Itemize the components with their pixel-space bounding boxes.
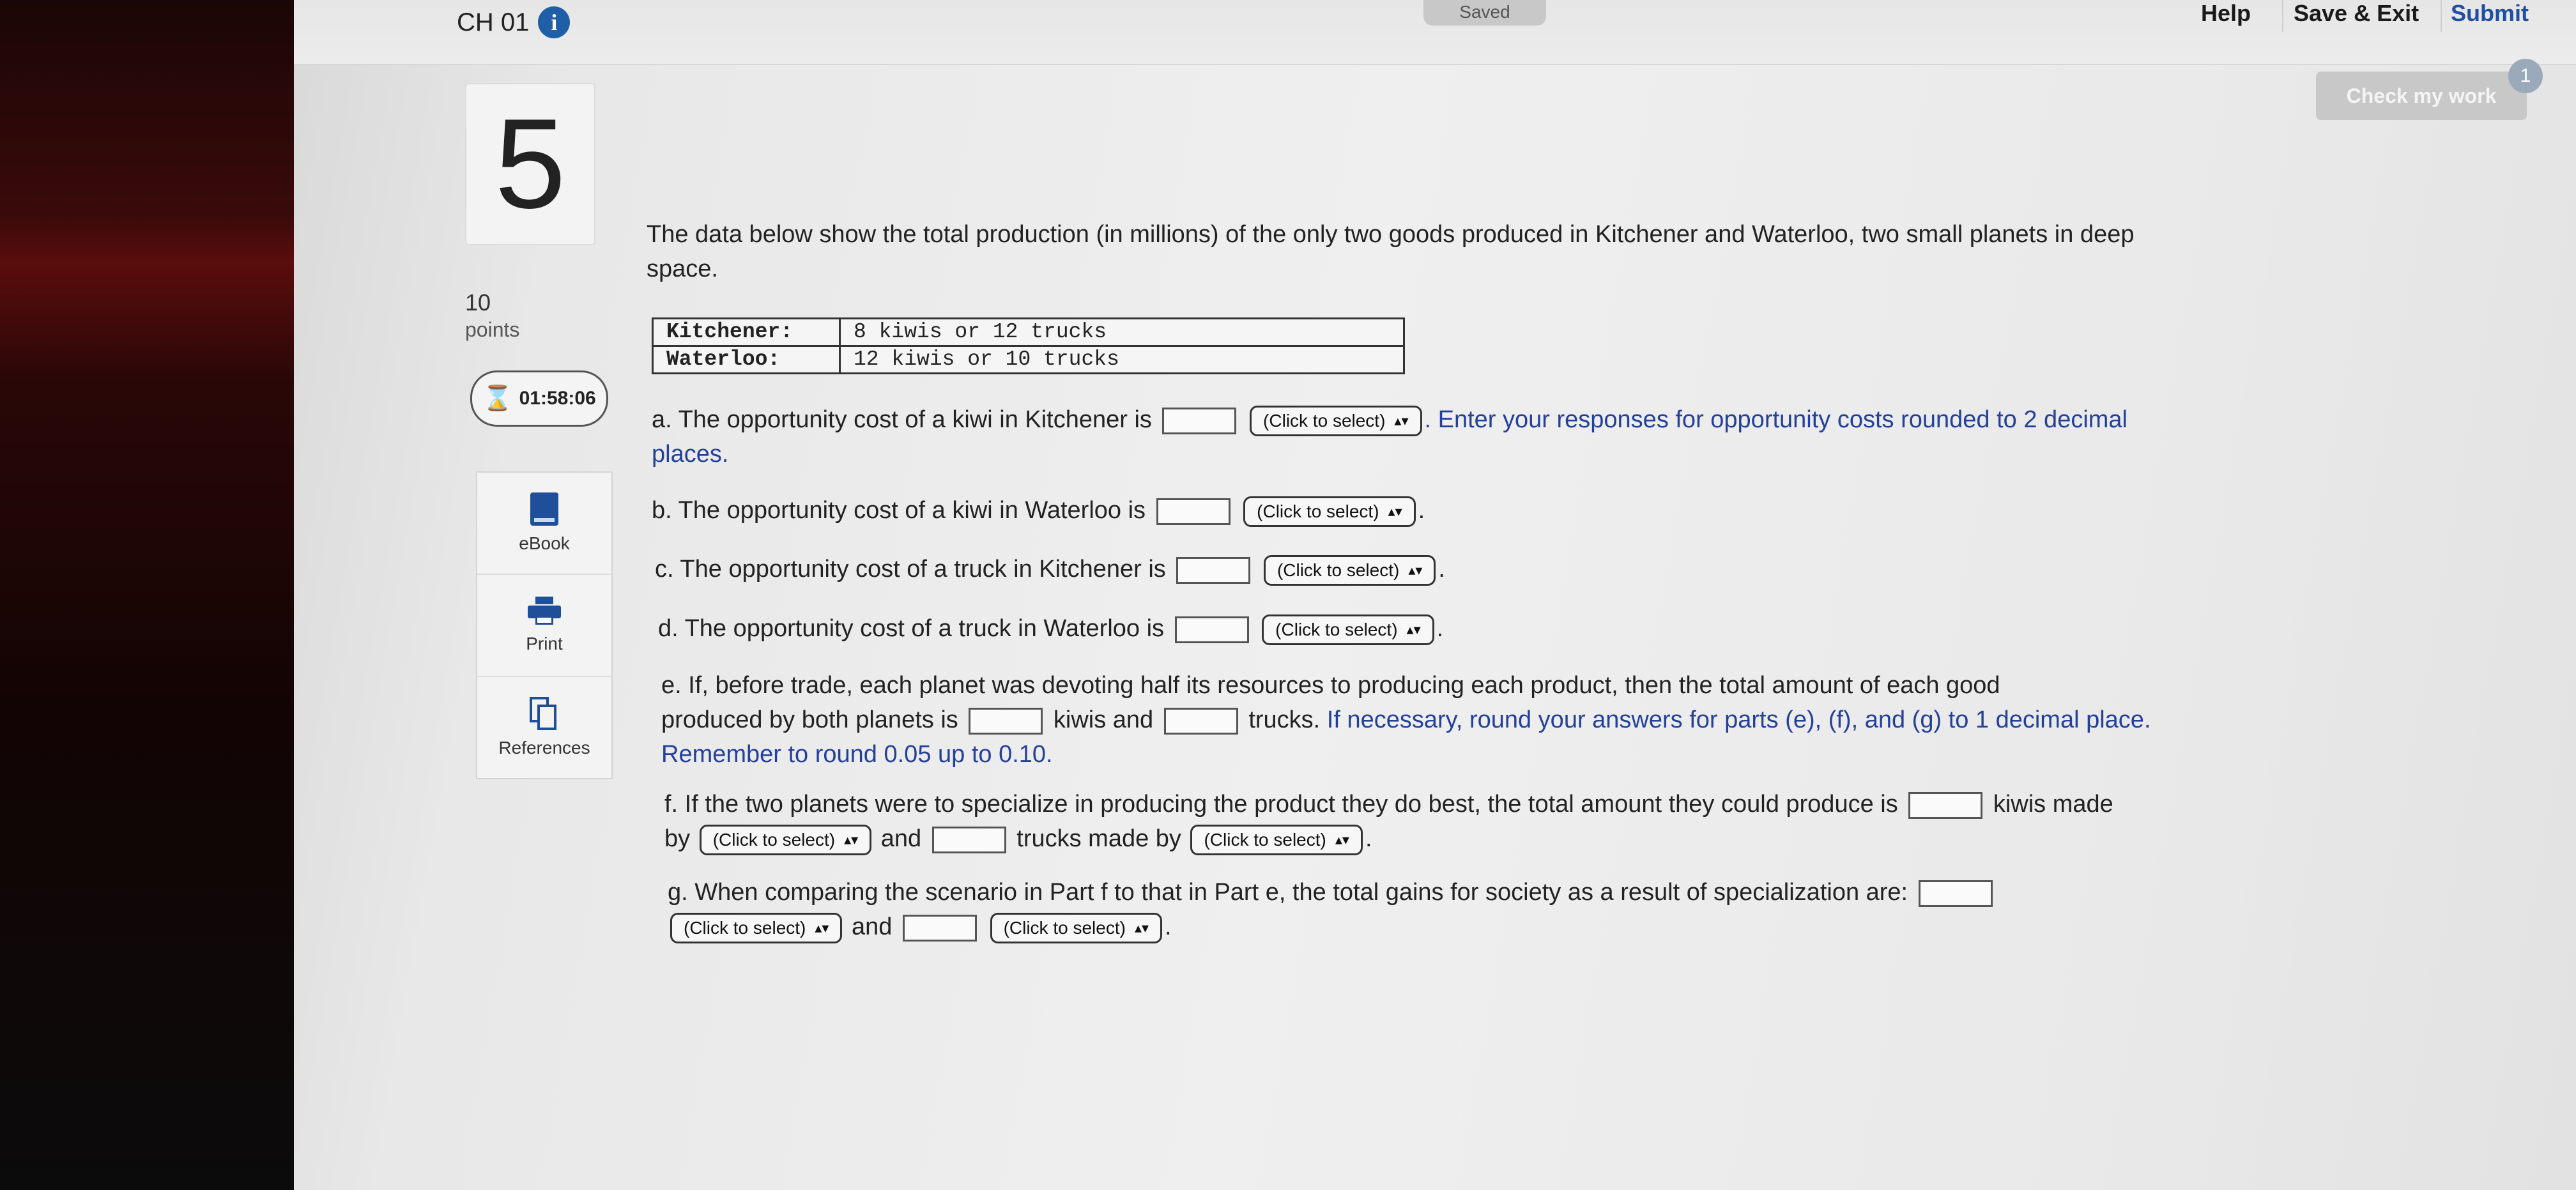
part-f-truck-producer-select[interactable] [1190,825,1362,855]
hourglass-icon: ⌛ [482,385,513,412]
check-work-count-badge: 1 [2508,59,2543,93]
save-exit-link[interactable]: Save & Exit [2294,0,2419,26]
part-f-line1 [664,787,2249,821]
table-row [653,346,1404,374]
part-b-answer-input[interactable] [1156,498,1230,525]
part-d-answer-input[interactable] [1175,616,1249,643]
assignment-screen [294,0,2576,1190]
part-b: b. The opportunity cost of a kiwi in Waterloo is (Click to select) ▴▾ . [652,493,1425,528]
chapter-title [457,6,570,38]
part-e-note1: If necessary, round your answers for parts (e), (f), and (g) to 1 decimal place. [1326,706,2151,733]
select-arrows-icon: ▴▾ [1388,503,1402,519]
part-e [661,668,2246,772]
part-e-note2: Remember to round 0.05 up to 0.10. [661,741,1053,768]
part-d-text: d. The opportunity cost of a truck in Waterloo is [658,615,1165,642]
select-placeholder: (Click to select) [712,829,836,850]
question-intro: The data below show the total production (in millions) of the only two goods produced in Kitchener and Waterloo, two small planets in deep space. [647,221,2135,282]
planet-name: Kitchener: [653,319,840,346]
part-g-first-select[interactable] [670,913,842,943]
part-e-trucks-input[interactable] [1164,708,1238,735]
references-label: References [498,738,590,758]
select-arrows-icon: ▴▾ [1335,831,1349,848]
select-arrows-icon: ▴▾ [815,919,829,936]
part-f-trucks-input[interactable] [932,827,1006,853]
part-g-second-select[interactable] [990,913,1162,943]
divider [2282,0,2283,32]
part-g [668,875,2252,944]
part-c-text: c. The opportunity cost of a truck in Kitchener is [655,556,1166,583]
part-g-first-input[interactable] [1919,880,1993,907]
part-f-after-box: kiwis made [1993,791,2113,818]
print-label: Print [526,634,563,653]
part-c: c. The opportunity cost of a truck in Kitchener is (Click to select) ▴▾ . [655,552,1445,586]
production-table [652,317,1405,374]
part-b-unit-select[interactable] [1243,496,1415,527]
part-d: d. The opportunity cost of a truck in Waterloo is (Click to select) ▴▾ . [658,611,1443,646]
select-placeholder: (Click to select) [1003,917,1126,938]
part-b-text: b. The opportunity cost of a kiwi in Waterloo is [652,497,1146,524]
part-e-line1: e. If, before trade, each planet was devoting half its resources to producing each product, then the total amount of each good [661,672,2000,699]
print-button[interactable] [477,575,611,677]
part-f [664,787,2249,856]
part-e-pre: produced by both planets is [661,706,958,733]
part-c-unit-select[interactable] [1264,555,1436,586]
production-value: 12 kiwis or 10 trucks [840,346,1404,374]
ebook-button[interactable] [477,473,611,575]
help-link[interactable]: Help [2201,0,2251,26]
references-button[interactable] [477,677,611,778]
part-f-trucks-by: trucks made by [1016,825,1181,852]
part-a-text: a. The opportunity cost of a kiwi in Kitchener is [652,406,1152,433]
select-placeholder: (Click to select) [1275,619,1398,639]
check-my-work-button[interactable]: Check my work [2316,72,2527,120]
part-f-by: by [664,825,691,852]
production-value: 8 kiwis or 12 trucks [840,319,1404,346]
submit-link[interactable]: Submit [2451,0,2529,26]
points-value: 10 [465,289,491,316]
part-f-line2: by (Click to select) ▴▾ and trucks made by (Click to select) ▴▾ . [664,821,2249,856]
part-a-unit-select[interactable] [1250,406,1422,436]
planet-name: Waterloo: [653,346,840,374]
select-placeholder: (Click to select) [1204,829,1326,850]
part-e-mid: kiwis and [1053,706,1154,733]
part-g-line2: (Click to select) ▴▾ and (Click to select) ▴▾ . [668,910,2252,944]
part-e-line2 [661,703,2246,737]
part-f-kiwis-input[interactable] [1908,792,1982,819]
top-bar [294,0,2576,65]
select-arrows-icon: ▴▾ [1134,919,1149,936]
select-placeholder: (Click to select) [1257,501,1379,521]
part-g-second-input[interactable] [903,915,977,942]
saved-status: Saved [1423,0,1546,26]
part-g-line1 [668,875,2252,910]
ebook-label: eBook [519,533,570,553]
part-a-note: . Enter your responses for opportunity costs rounded to 2 decimal places. [652,406,2128,468]
select-arrows-icon: ▴▾ [1394,412,1409,429]
part-c-answer-input[interactable] [1176,557,1250,584]
divider [2441,0,2442,32]
select-placeholder: (Click to select) [1276,560,1400,580]
question-number: 5 [465,83,595,245]
part-e-post: trucks. [1248,706,1321,733]
part-a [652,402,2211,471]
info-icon[interactable]: i [538,6,570,38]
select-arrows-icon: ▴▾ [1406,621,1421,637]
part-f-and: and [880,825,922,852]
part-a-answer-input[interactable] [1162,408,1236,434]
part-f-text: f. If the two planets were to specialize in producing the product they do best, the total amount they could produce is [664,791,1898,818]
part-e-kiwis-input[interactable] [969,708,1043,735]
part-d-unit-select[interactable] [1262,614,1434,645]
book-icon [530,492,558,526]
timer-value: 01:58:06 [519,388,596,409]
part-g-and: and [852,913,893,940]
references-icon [530,697,559,730]
printer-icon [528,597,561,626]
points-label: points [465,318,520,341]
select-placeholder: (Click to select) [684,917,806,938]
select-arrows-icon: ▴▾ [1408,561,1423,578]
table-row [653,319,1404,346]
tools-panel [476,471,613,779]
part-g-text: g. When comparing the scenario in Part f to that in Part e, the total gains for society as a result of specialization are: [668,879,1908,906]
part-f-kiwi-producer-select[interactable] [700,825,871,855]
chapter-label: CH 01 [457,8,530,36]
device-bezel [0,0,345,1190]
timer [470,370,608,427]
select-placeholder: (Click to select) [1263,410,1386,431]
select-arrows-icon: ▴▾ [844,831,859,848]
